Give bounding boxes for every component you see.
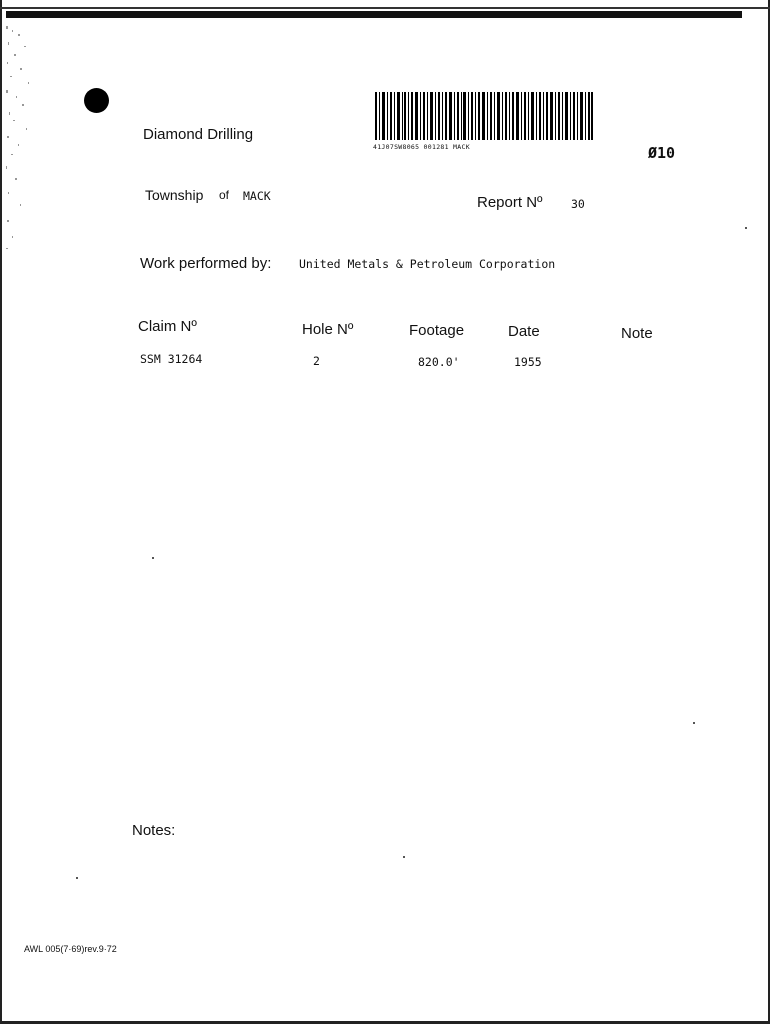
scan-dot [76, 877, 78, 879]
file-code: Ø10 [648, 144, 676, 162]
barcode-caption: 41J07SW8065 001281 MACK [373, 143, 470, 151]
column-header-date: Date [508, 323, 540, 340]
scan-edge-line [0, 7, 770, 9]
hole-punch-mark [84, 88, 109, 113]
work-performed-label: Work performed by: [140, 255, 272, 272]
cell-hole: 2 [313, 354, 320, 368]
work-performed-value: United Metals & Petroleum Corporation [299, 257, 556, 271]
scan-dot [745, 227, 747, 229]
report-number-value: 30 [571, 197, 585, 211]
column-header-note: Note [621, 325, 653, 342]
column-header-hole: Hole Nº [302, 321, 354, 338]
notes-label: Notes: [132, 822, 176, 839]
township-value: MACK [243, 189, 271, 203]
column-header-claim: Claim Nº [138, 318, 197, 335]
township-label: Township [145, 187, 204, 203]
scan-dot [403, 856, 405, 858]
document-title: Diamond Drilling [143, 126, 254, 143]
scan-dot [693, 722, 695, 724]
cell-footage: 820.0' [418, 355, 460, 369]
report-number-label: Report Nº [477, 194, 543, 211]
scan-top-bar [6, 11, 742, 18]
scan-speckle [4, 24, 40, 254]
cell-date: 1955 [514, 355, 542, 369]
form-code: AWL 005(7·69)rev.9·72 [24, 944, 117, 954]
cell-claim: SSM 31264 [140, 352, 203, 366]
column-header-footage: Footage [409, 322, 465, 339]
scan-dot [152, 557, 154, 559]
barcode [375, 92, 593, 140]
township-of-text: of [219, 188, 230, 202]
